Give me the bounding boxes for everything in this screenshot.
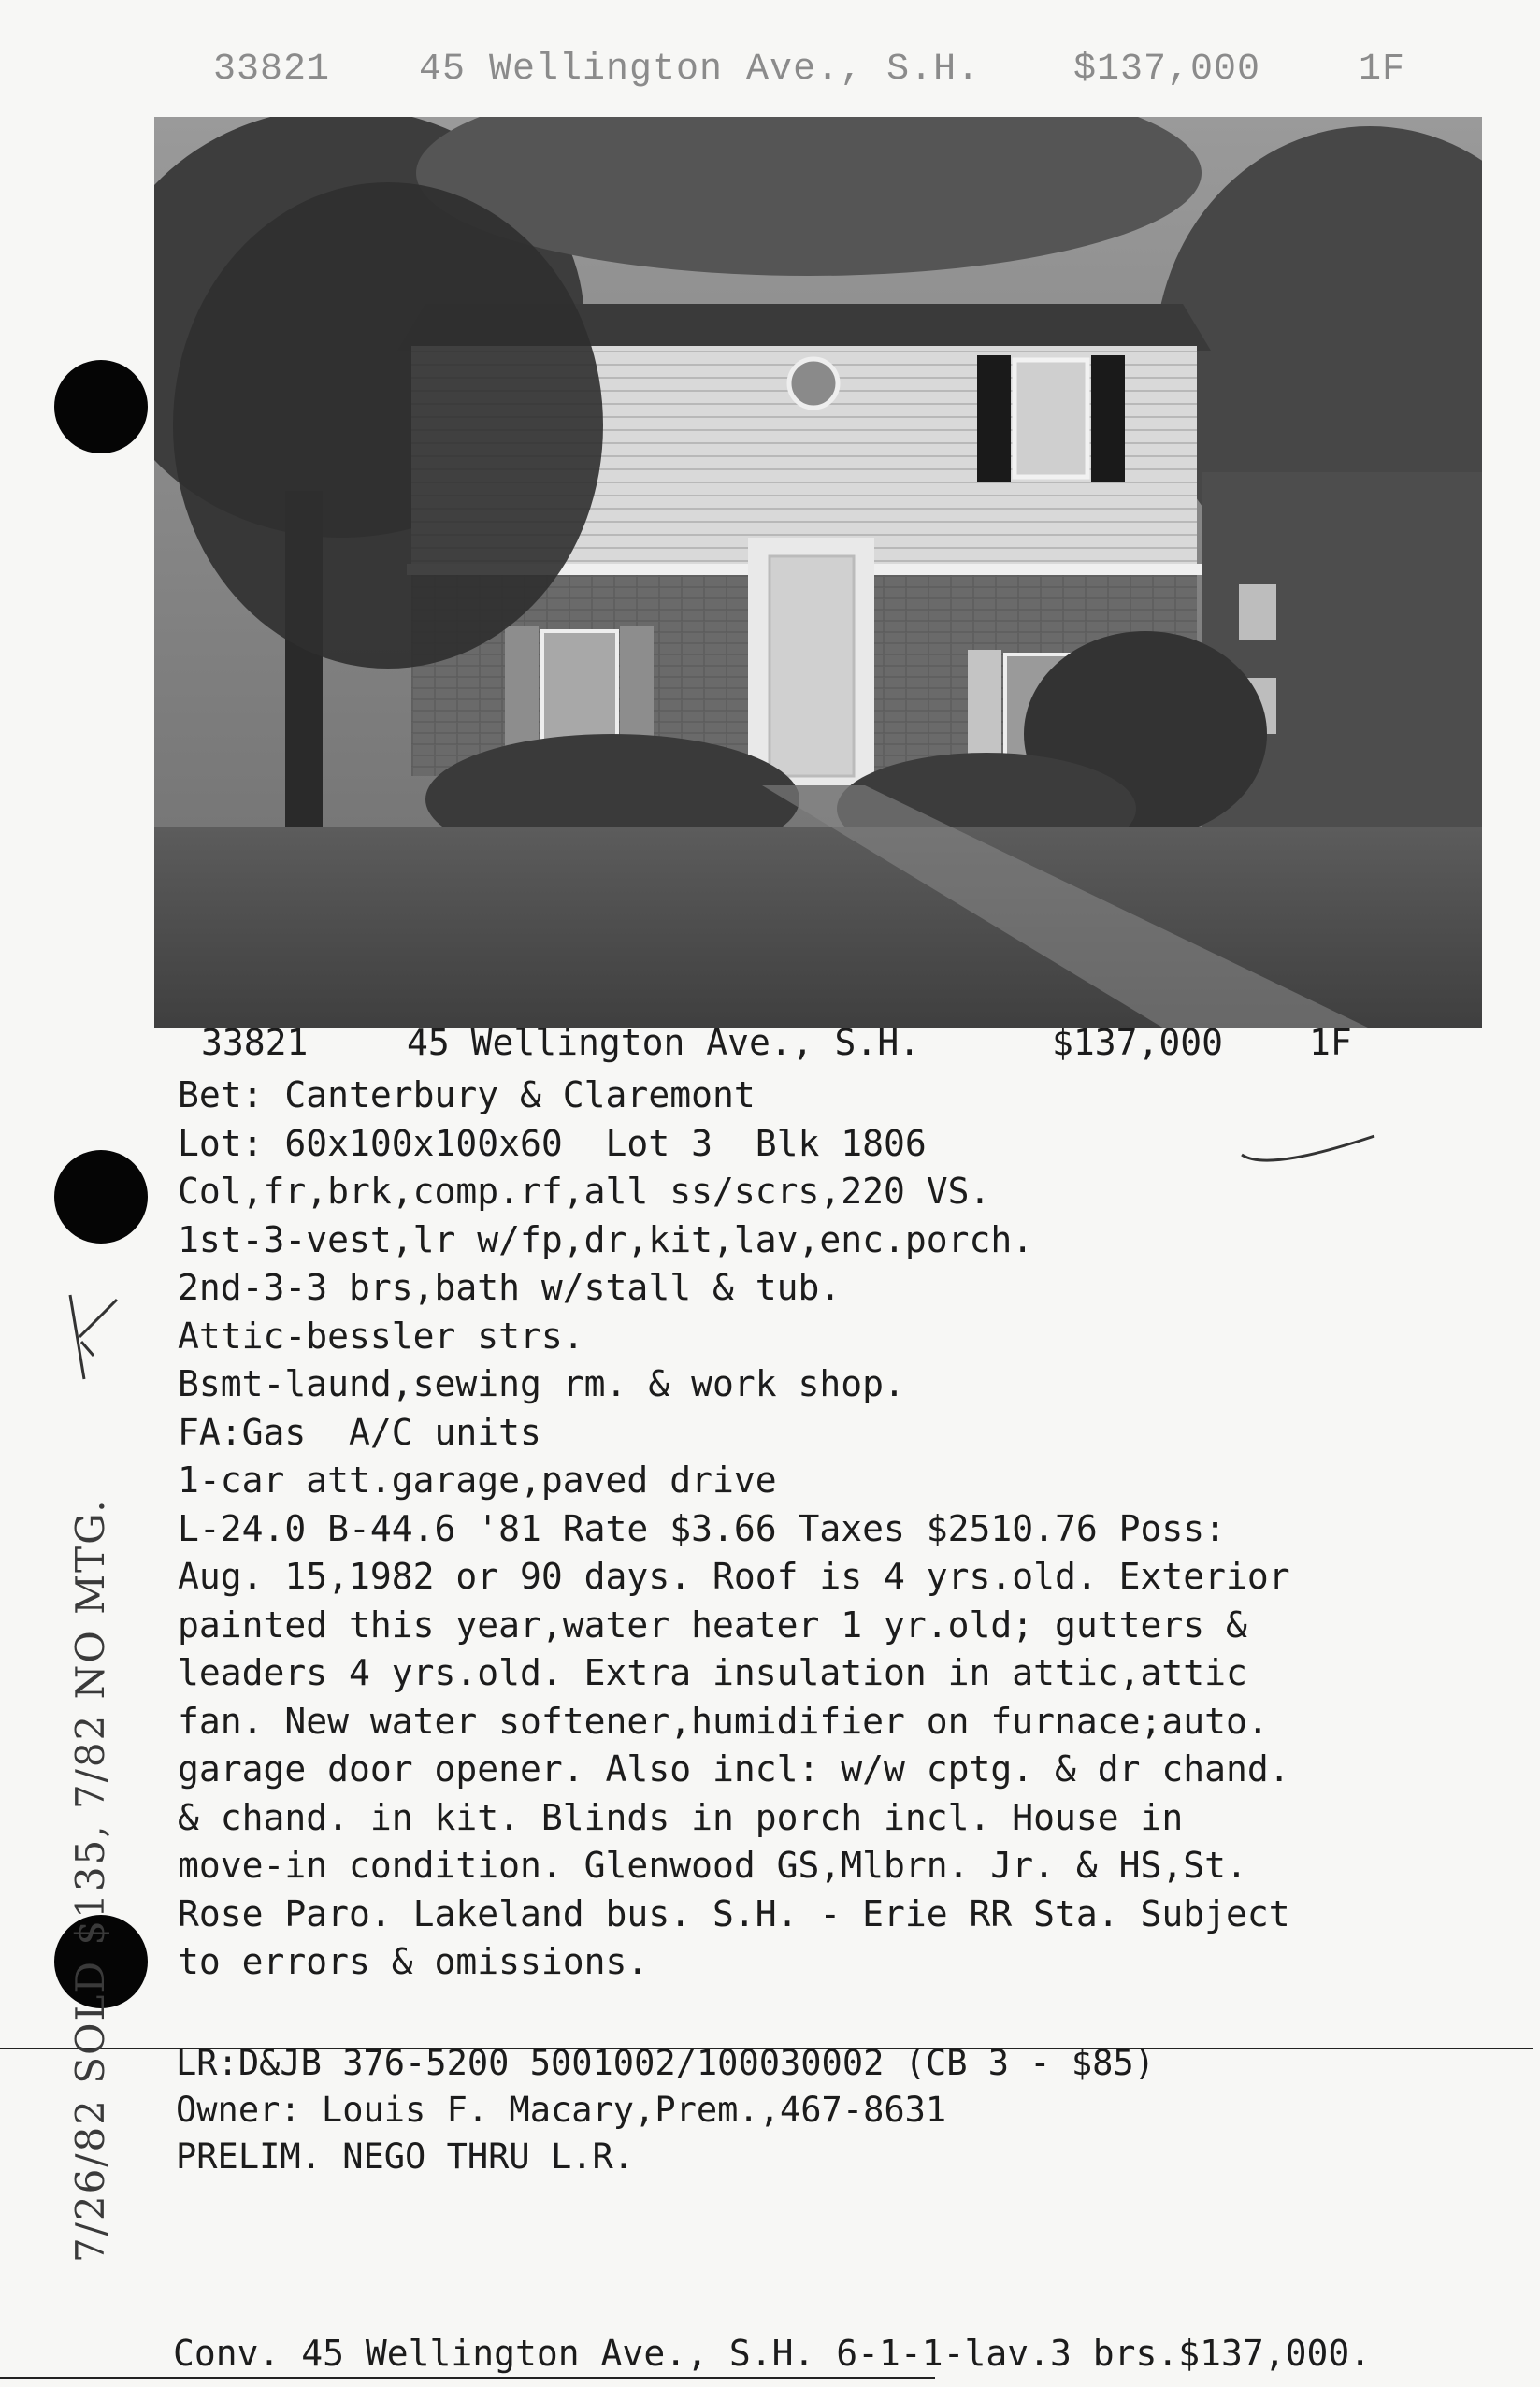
sold-annotation: 7/26/82 SOLD $135, 7/82 NO MTG.: [67, 1498, 113, 2263]
card-line: FA:Gas A/C units: [178, 1411, 541, 1453]
card-line: leaders 4 yrs.old. Extra insulation in attic,attic: [178, 1652, 1247, 1693]
card-line: Aug. 15,1982 or 90 days. Roof is 4 yrs.old. Exterior: [178, 1556, 1290, 1597]
card-listing-number: 33821: [201, 1022, 309, 1063]
card-line: 2nd-3-3 brs,bath w/stall & tub.: [178, 1267, 842, 1308]
punch-hole-top: [54, 360, 148, 453]
card-line: to errors & omissions.: [178, 1941, 649, 1982]
footer-separator-line: [0, 2377, 935, 2379]
card-line: Col,fr,brk,comp.rf,all ss/scrs,220 VS.: [178, 1171, 991, 1212]
card-line: Bsmt-laund,sewing rm. & work shop.: [178, 1363, 905, 1404]
card-line: Bet: Canterbury & Claremont: [178, 1074, 756, 1115]
ghost-price: $137,000: [1073, 49, 1261, 91]
card-line: 1-car att.garage,paved drive: [178, 1460, 777, 1501]
punch-hole-middle: [54, 1150, 148, 1244]
house-photo: [154, 117, 1482, 1028]
card-line: Rose Paro. Lakeland bus. S.H. - Erie RR Sta. Subject: [178, 1892, 1290, 1934]
handwritten-k-mark: [51, 1286, 126, 1388]
card-code: 1F: [1309, 1022, 1352, 1063]
ghost-listing-number: 33821: [213, 49, 331, 91]
card-line: garage door opener. Also incl: w/w cptg. & dr chand.: [178, 1748, 1290, 1790]
card-line: L-24.0 B-44.6 '81 Rate $3.66 Taxes $2510.76 Poss:: [178, 1507, 1227, 1549]
card-line: 1st-3-vest,lr w/fp,dr,kit,lav,enc.porch.: [178, 1218, 1034, 1260]
broker-line: LR:D&JB 376-5200 5001002/100030002 (CB 3 - $85): [176, 2043, 1155, 2083]
card-price: $137,000: [1052, 1022, 1224, 1063]
footer-summary: Conv. 45 Wellington Ave., S.H. 6-1-1-lav.3 brs.$137,000.: [173, 2333, 1372, 2374]
owner-line: Owner: Louis F. Macary,Prem.,467-8631: [176, 2090, 947, 2130]
card-address: 45 Wellington Ave., S.H.: [407, 1022, 921, 1063]
ghost-code: 1F: [1359, 49, 1406, 91]
card-line: Lot: 60x100x100x60 Lot 3 Blk 1806: [178, 1122, 927, 1164]
ghost-address: 45 Wellington Ave., S.H.: [419, 49, 981, 91]
card-line: & chand. in kit. Blinds in porch incl. House in: [178, 1796, 1184, 1838]
negotiation-line: PRELIM. NEGO THRU L.R.: [176, 2136, 635, 2177]
card-line: painted this year,water heater 1 yr.old; gutters &: [178, 1603, 1247, 1646]
card-line: move-in condition. Glenwood GS,Mlbrn. Jr. & HS,St.: [178, 1845, 1247, 1886]
listing-broker-block: [176, 2040, 1485, 2180]
pen-check-mark: [1234, 1127, 1384, 1173]
card-line: Attic-bessler strs.: [178, 1315, 584, 1357]
card-line: fan. New water softener,humidifier on furnace;auto.: [178, 1700, 1269, 1742]
card-title-row: [178, 1019, 1468, 1071]
